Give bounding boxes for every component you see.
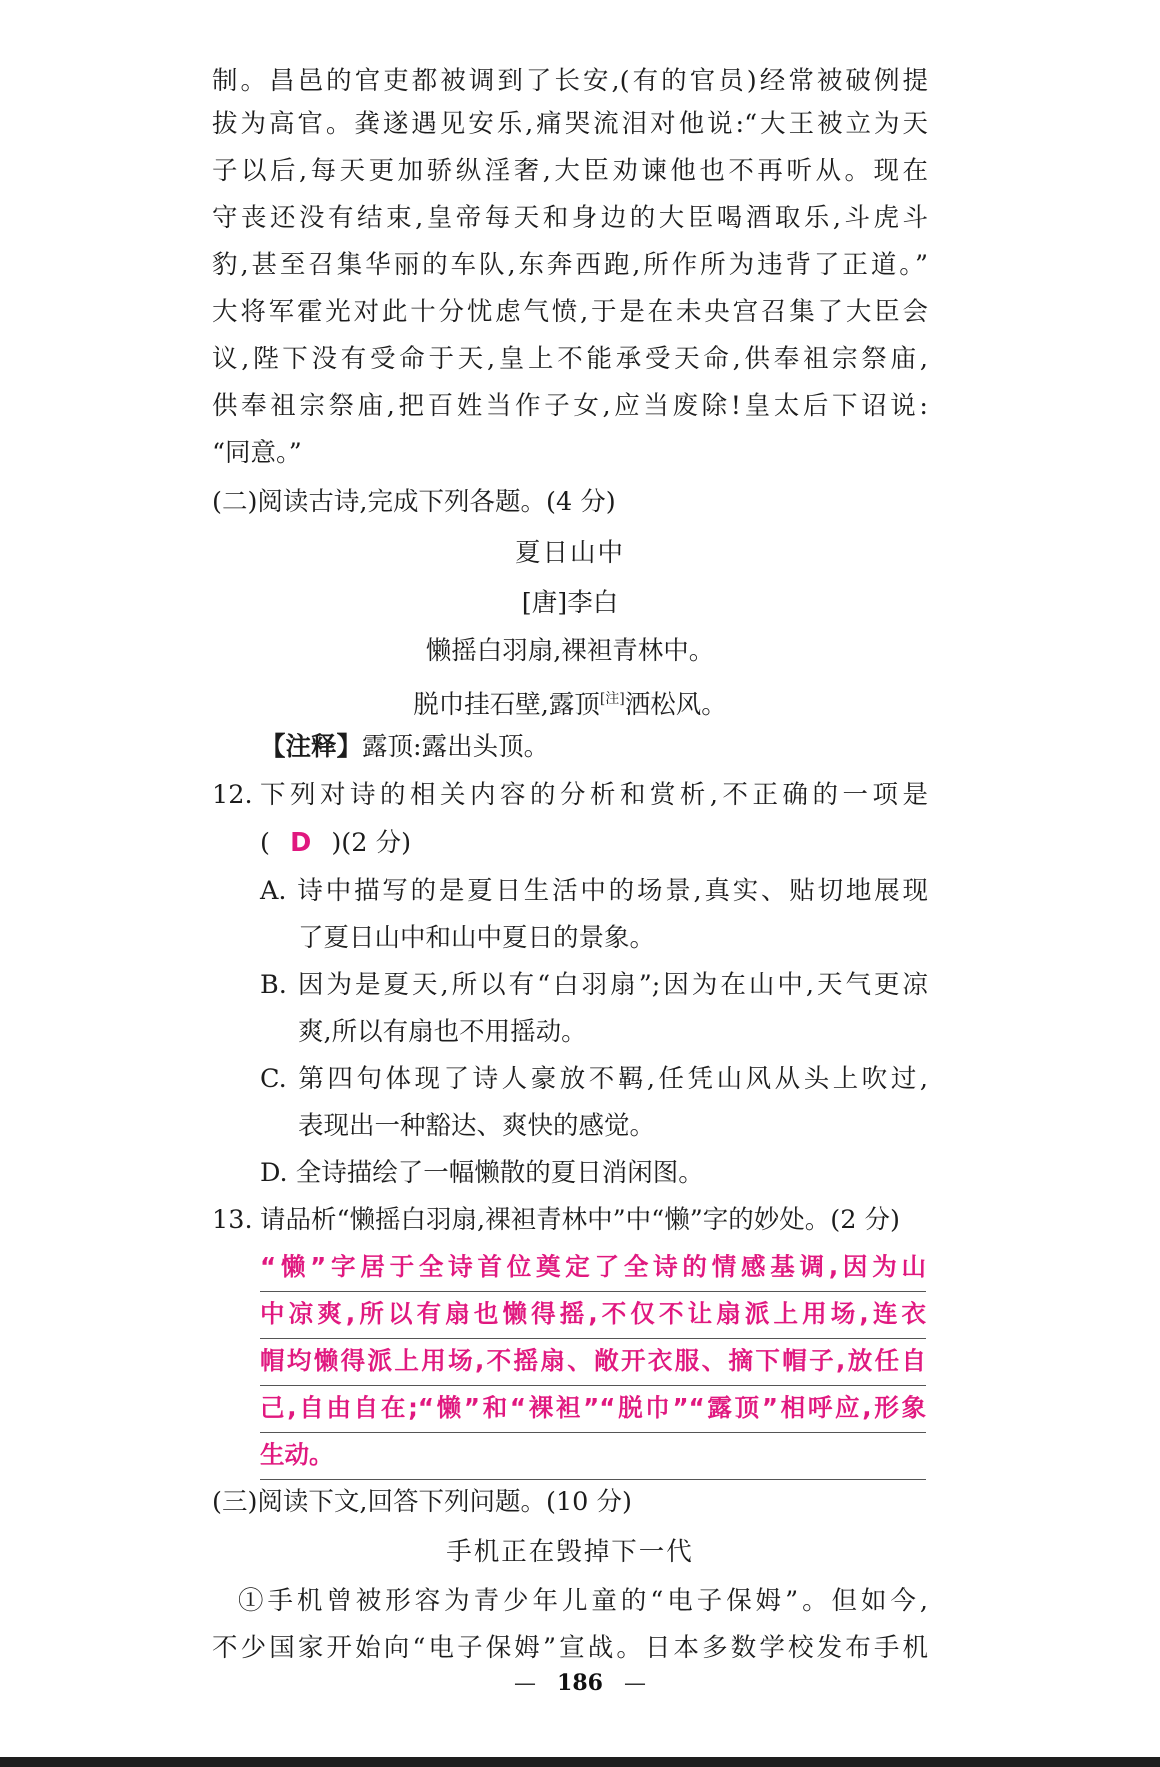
option-c: C. 第四句体现了诗人豪放不羁,任凭山风从头上吹过, (260, 1064, 928, 1094)
article-paragraph-line: ①手机曾被形容为青少年儿童的“电子保姆”。但如今, (238, 1586, 928, 1616)
answer-line: 帽均懒得派上用场,不摇扇、敞开衣服、摘下帽子,放任自 (260, 1338, 926, 1386)
annotation-note (260, 724, 928, 771)
passage-line: “同意。” (212, 438, 302, 468)
poem-line: 懒摇白羽扇,裸袒青林中。 (425, 636, 715, 666)
poem-line-text: 脱巾挂石壁,露顶 (413, 690, 600, 720)
page-footer (0, 1670, 1160, 1696)
passage-line: 议,陛下没有受命于天,皇上不能承受天命,供奉祖宗祭庙, (212, 344, 928, 374)
answer-line: 己,自由自在;“懒”和“裸袒”“脱巾”“露顶”相呼应,形象 (260, 1385, 926, 1433)
article-paragraph-line: 不少国家开始向“电子保姆”宣战。日本多数学校发布手机 (212, 1633, 928, 1663)
passage-line: 大将军霍光对此十分忧虑气愤,于是在未央宫召集了大臣会 (212, 297, 928, 327)
poem-author: [唐]李白 (521, 588, 619, 618)
option-d: D. 全诗描绘了一幅懒散的夏日消闲图。 (260, 1158, 704, 1188)
passage-line: 守丧还没有结束,皇帝每天和身边的大臣喝酒取乐,斗虎斗 (212, 203, 928, 233)
option-a-cont: 了夏日山中和山中夏日的景象。 (298, 923, 656, 953)
note-label: 【注释】 (260, 732, 363, 762)
note-text: 露顶:露出头顶。 (362, 732, 550, 762)
option-b-cont: 爽,所以有扇也不用摇动。 (298, 1017, 587, 1047)
answer-line: 生动。 (260, 1432, 926, 1480)
paren-close-score: )(2 分) (331, 828, 412, 858)
bottom-bar (0, 1757, 1160, 1767)
poem-line-text: 洒松风。 (624, 690, 727, 720)
paren-open: ( (260, 828, 270, 858)
selected-answer: D (290, 828, 312, 858)
article-title: 手机正在毁掉下一代 (446, 1537, 694, 1567)
footer-dash: — (623, 1671, 646, 1696)
footer-dash: — (514, 1671, 537, 1696)
passage-line: 制。昌邑的官吏都被调到了长安,(有的官员)经常被破例提 (212, 66, 928, 96)
question-number: 13. (212, 1205, 253, 1235)
poem-line (212, 676, 928, 723)
answer-line: “懒”字居于全诗首位奠定了全诗的情感基调,因为山 (260, 1244, 926, 1292)
question-number: 12. (212, 780, 253, 810)
answer-blank (260, 820, 928, 867)
annotation-marker: [注] (599, 691, 625, 707)
answer-line: 中凉爽,所以有扇也懒得摇,不仅不让扇派上用场,连衣 (260, 1291, 926, 1339)
passage-line: 供奉祖宗祭庙,把百姓当作子女,应当废除!皇太后下诏说: (212, 391, 928, 421)
passage-line: 子以后,每天更加骄纵淫奢,大臣劝谏他也不再听从。现在 (212, 156, 928, 186)
option-c-cont: 表现出一种豁达、爽快的感觉。 (298, 1111, 656, 1141)
option-b: B. 因为是夏天,所以有“白羽扇”;因为在山中,天气更凉 (260, 970, 928, 1000)
section-heading: (三)阅读下文,回答下列问题。(10 分) (212, 1487, 632, 1517)
question-stem: 请品析“懒摇白羽扇,裸袒青林中”中“懒”字的妙处。(2 分) (260, 1205, 900, 1235)
question-stem: 下列对诗的相关内容的分析和赏析,不正确的一项是 (260, 780, 928, 810)
poem-title: 夏日山中 (514, 538, 625, 568)
option-a: A. 诗中描写的是夏日生活中的场景,真实、贴切地展现 (260, 876, 928, 906)
passage-line: 拔为高官。龚遂遇见安乐,痛哭流泪对他说:“大王被立为天 (212, 109, 928, 139)
passage-line: 豹,甚至召集华丽的车队,东奔西跑,所作所为违背了正道。” (212, 250, 928, 280)
page-number: 186 (557, 1670, 603, 1696)
section-heading: (二)阅读古诗,完成下列各题。(4 分) (212, 487, 616, 517)
